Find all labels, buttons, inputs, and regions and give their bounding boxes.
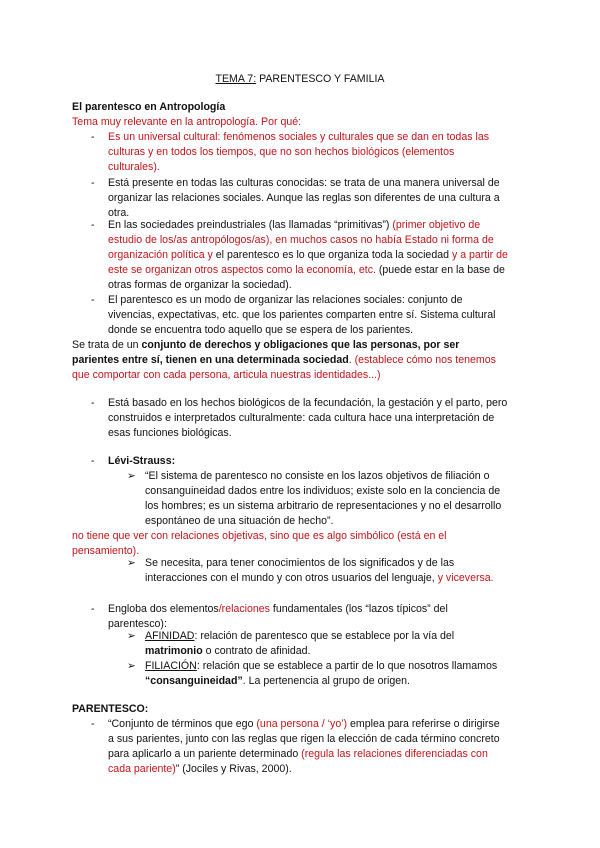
arrow-2-line: interacciones con el mundo y con otros usuarios del lenguaje, y viceversa. xyxy=(145,572,494,584)
arrow-bullet-icon: ➢ xyxy=(127,557,136,569)
afinidad-line: AFINIDAD: relación de parentesco que se establece por la vía del xyxy=(145,630,455,642)
bullet-1-line: Es un universal cultural: fenómenos sociales y culturales que se dan en todas las xyxy=(108,131,490,143)
section-heading: El parentesco en Antropología xyxy=(72,101,226,113)
bullet-2-line: otra. xyxy=(108,207,130,219)
arrow-2-line: Se necesita, para tener conocimientos de los significados y de las xyxy=(145,557,455,569)
bullet-4-line: vivencias, expectativas, etc. que los parientes comparten entre sí. Sistema cultural xyxy=(108,309,496,321)
filiacion-line: “consanguineidad”. La pertenencia al grupo de origen. xyxy=(145,675,410,687)
paragraph-line: Se trata de un conjunto de derechos y obligaciones que las personas, por ser xyxy=(72,339,460,351)
bullet-dash: - xyxy=(91,131,95,143)
paragraph-line: parientes entre sí, tienen en una determinada sociedad. (establece cómo nos tenemos xyxy=(72,354,496,366)
bullet-3-line: otras formas de organizar la sociedad). xyxy=(108,279,292,291)
levi-strauss-heading: Lévi-Strauss: xyxy=(108,455,176,467)
bullet-dash: - xyxy=(91,219,95,231)
bullet-7-line: para aplicarlo a un pariente determinado (regula las relaciones diferenciadas con xyxy=(108,748,488,760)
bullet-1-line: culturas y en todos los tiempos, que no son hechos biológicos (elementos xyxy=(108,146,455,158)
intro-line: Tema muy relevante en la antropología. Por qué: xyxy=(72,116,302,128)
bullet-4-line: El parentesco es un modo de organizar las relaciones sociales: conjunto de xyxy=(108,294,463,306)
bullet-6-line: parentesco): xyxy=(108,618,167,630)
quote-line: espontáneo de una situación de hecho”. xyxy=(145,515,334,527)
parentesco-heading: PARENTESCO: xyxy=(72,703,149,715)
page-title: TEMA 7: PARENTESCO Y FAMILIA xyxy=(215,73,385,85)
bullet-dash: - xyxy=(91,294,95,306)
arrow-bullet-icon: ➢ xyxy=(127,630,136,642)
bullet-dash: - xyxy=(91,397,95,409)
bullet-3-line: estudio de los/as antropólogos/as), en muchos casos no había Estado ni forma de xyxy=(108,234,494,246)
red-note-line: pensamiento). xyxy=(72,545,140,557)
quote-line: los hombres; es un sistema arbitrario de representaciones y no el desarrollo xyxy=(145,500,502,512)
bullet-7-line: a sus parientes, junto con las reglas que rigen la elección de cada término concreto xyxy=(108,733,500,745)
afinidad-line: matrimonio o contrato de afinidad. xyxy=(145,645,311,657)
quote-line: consanguineidad dados entre los individuos; existe solo en la conciencia de xyxy=(145,485,501,497)
bullet-3-line: organización política y el parentesco es lo que organiza toda la sociedad y a partir de xyxy=(108,249,508,261)
filiacion-line: FILIACIÓN: relación que se establece a partir de lo que nosotros llamamos xyxy=(145,660,498,672)
arrow-bullet-icon: ➢ xyxy=(127,470,136,482)
bullet-6-line: Engloba dos elementos/relaciones fundamentales (los “lazos típicos” del xyxy=(108,603,448,615)
bullet-2-line: organizar las relaciones sociales. Aunque las reglas son diferentes de una cultura a xyxy=(108,192,500,204)
arrow-bullet-icon: ➢ xyxy=(127,660,136,672)
bullet-7-line: cada pariente)” (Jociles y Rivas, 2000). xyxy=(108,763,292,775)
bullet-3-line: En las sociedades preindustriales (las llamadas “primitivas”) (primer objetivo de xyxy=(108,219,481,231)
bullet-5-line: Está basado en los hechos biológicos de la fecundación, la gestación y el parto, pero xyxy=(108,397,508,409)
bullet-3-line: este se organizan otros aspectos como la economía, etc. (puede estar en la base de xyxy=(108,264,505,276)
bullet-dash: - xyxy=(91,603,95,615)
paragraph-line: que comportar con cada persona, articula nuestras identidades...) xyxy=(72,369,381,381)
bullet-1-line: culturales). xyxy=(108,161,160,173)
red-note-line: no tiene que ver con relaciones objetivas, sino que es algo simbólico (está en el xyxy=(72,530,447,542)
bullet-7-line: “Conjunto de términos que ego (una persona / ‘yo’) emplea para referirse o dirigirse xyxy=(108,718,500,730)
bullet-2-line: Está presente en todas las culturas conocidas: se trata de una manera universal de xyxy=(108,177,500,189)
bullet-dash: - xyxy=(91,455,95,467)
bullet-4-line: donde se encuentra todo aquello que se espera de los parientes. xyxy=(108,324,414,336)
bullet-dash: - xyxy=(91,177,95,189)
quote-line: “El sistema de parentesco no consiste en los lazos objetivos de filiación o xyxy=(145,470,490,482)
bullet-5-line: construidos e interpretados culturalmente: cada cultura hace una interpretación de xyxy=(108,412,495,424)
bullet-5-line: esas funciones biológicas. xyxy=(108,427,232,439)
bullet-dash: - xyxy=(91,718,95,730)
